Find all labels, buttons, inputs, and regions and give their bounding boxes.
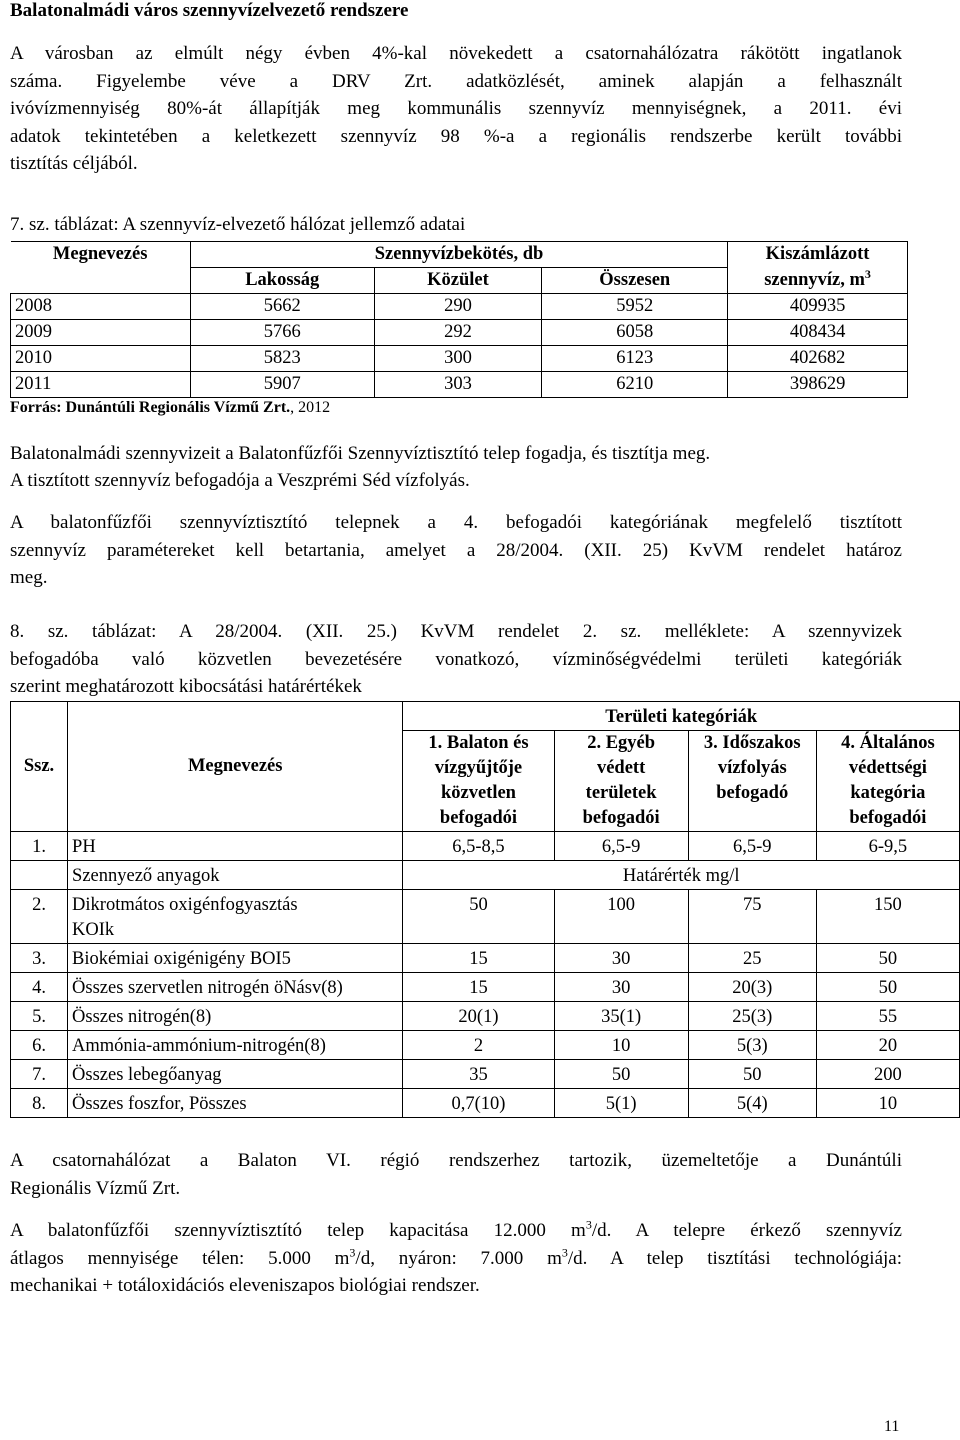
text-line (10, 1217, 902, 1245)
cell-name: Ammónia-ammónium-nitrogén(8) (68, 1031, 403, 1060)
table-row (11, 890, 960, 944)
cell-v4: 55 (816, 1002, 959, 1031)
cat-line: 3. Időszakos (703, 733, 801, 753)
cell-public: 300 (374, 346, 542, 372)
cell-name: Összes nitrogén(8) (68, 1002, 403, 1031)
cell-ssz: 2. (11, 890, 68, 944)
cell-v3: 5(4) (688, 1089, 816, 1118)
cell-v2: 10 (554, 1031, 688, 1060)
cell-name: PH (68, 832, 403, 861)
table-row (11, 832, 960, 861)
cell-pop: 5766 (190, 320, 374, 346)
name-line: KOIk (72, 920, 115, 940)
page-title: Balatonalmádi város szennyvízelvezető rendszere (10, 0, 409, 21)
cat-line: védett (596, 758, 646, 778)
text-line: A balatonfűzfői szennyvíztisztító telepnek a 4. befogadói kategóriának megfelelő tisztított (10, 512, 902, 533)
cell-name: Szennyező anyagok (68, 861, 403, 890)
cat-line: befogadói (582, 808, 660, 828)
table-row (11, 346, 908, 372)
cell-ssz: 5. (11, 1002, 68, 1031)
cell-billed: 408434 (728, 320, 908, 346)
cell-v2: 30 (554, 944, 688, 973)
cell-ssz: 1. (11, 832, 68, 861)
table-row (11, 861, 960, 890)
cat-line: 2. Egyéb (587, 733, 656, 753)
cell-v1: 50 (403, 890, 554, 944)
cell-year: 2008 (11, 294, 191, 320)
table7-header-billed-1: Kiszámlázott (728, 242, 908, 268)
table7-header-total: Összesen (542, 268, 728, 294)
text-line: A városban az elmúlt négy évben 4%-kal növekedett a csatornahálózatra rákötött ingatlanok (10, 43, 902, 64)
cell-total: 6210 (542, 372, 728, 398)
text-line: szennyvíz paramétereket kell betartania, amelyet a 28/2004. (XII. 25) KvVM rendelet határoz (10, 539, 902, 561)
cell-year: 2009 (11, 320, 191, 346)
capacity-text: A balatonfűzfői szennyvíztisztító telep kapacitása 12.000 m (10, 1220, 586, 1241)
unit-sup: 3 (349, 1245, 356, 1260)
cell-public: 292 (374, 320, 542, 346)
technology-text: /d. A telep tisztítási technológiája: (567, 1247, 902, 1269)
cell-limit-label: Határérték mg/l (403, 861, 960, 890)
cat-line: területek (585, 783, 657, 803)
cell-total: 5952 (542, 294, 728, 320)
cell-v3: 6,5-9 (688, 832, 816, 861)
table8-header-cat3 (688, 731, 816, 832)
cat-line: kategória (850, 783, 926, 803)
cell-v2: 100 (554, 890, 688, 944)
table-row (11, 1002, 960, 1031)
caption-line: 8. sz. táblázat: A 28/2004. (XII. 25.) KvVM rendelet 2. sz. melléklete: A szennyvizek (10, 621, 902, 642)
text-line: ivóvízmennyiség 80%-át állapítják meg kommunális szennyvíz mennyiségnek, a 2011. évi (10, 98, 902, 119)
cell-ssz: 4. (11, 973, 68, 1002)
cell-ssz: 3. (11, 944, 68, 973)
cat-line: befogadói (439, 808, 518, 828)
capacity-text-end: /d. A telepre érkező szennyvíz (591, 1220, 902, 1241)
summer-text: /d, nyáron: 7.000 m (355, 1247, 562, 1269)
table8-header-ssz (11, 702, 68, 832)
cell-name: Összes szervetlen nitrogén öNásv(8) (68, 973, 403, 1002)
paragraph-requirements (10, 509, 902, 592)
cell-ssz: 8. (11, 1089, 68, 1118)
cell-v1: 2 (403, 1031, 554, 1060)
cell-v1: 35 (403, 1060, 554, 1089)
text-line: A csatornahálózat a Balaton VI. régió rendszerhez tartozik, üzemeltetője a Dunántúli (10, 1150, 902, 1171)
cat-line: 1. Balaton és (428, 733, 529, 753)
cell-year: 2010 (11, 346, 191, 372)
cell-v2: 5(1) (554, 1089, 688, 1118)
cell-v3: 50 (688, 1060, 816, 1089)
paragraph-treatment (10, 440, 902, 494)
text-line: tisztítás céljából. (10, 153, 138, 174)
cell-name (68, 890, 403, 944)
text-line: száma. Figyelembe véve a DRV Zrt. adatközlését, aminek alapján a felhasznált (10, 70, 902, 92)
table-row (11, 1089, 960, 1118)
name-label: Megnevezés (187, 756, 283, 776)
cell-pop: 5907 (190, 372, 374, 398)
cell-v1: 6,5-8,5 (403, 832, 554, 861)
winter-text: átlagos mennyisége télen: 5.000 m (10, 1247, 350, 1269)
cell-year: 2011 (11, 372, 191, 398)
cell-v2: 6,5-9 (554, 832, 688, 861)
cell-v4: 150 (816, 890, 959, 944)
cat-line: befogadó (716, 783, 789, 803)
cell-ssz: 6. (11, 1031, 68, 1060)
paragraph-capacity (10, 1217, 902, 1300)
table-row (11, 1031, 960, 1060)
cell-pop: 5823 (190, 346, 374, 372)
text-line: mechanikai + totáloxidációs eleveniszapos biológiai rendszer. (10, 1275, 480, 1296)
cell-v1: 15 (403, 973, 554, 1002)
cell-name: Összes foszfor, Pösszes (68, 1089, 403, 1118)
table-row (11, 973, 960, 1002)
table8-header-name (68, 702, 403, 832)
cell-total: 6058 (542, 320, 728, 346)
cat-line: védettségi (848, 758, 927, 778)
table-row (11, 320, 908, 346)
table7-header-billed-2 (728, 268, 908, 294)
cat-line: 4. Általános (841, 733, 935, 753)
table7-source (10, 399, 330, 417)
text-line: Regionális Vízmű Zrt. (10, 1177, 181, 1199)
table8-header-cat2 (554, 731, 688, 832)
table7-header-name: Megnevezés (11, 242, 191, 268)
source-year: , 2012 (290, 399, 331, 416)
text-line (10, 1245, 902, 1273)
cell-v1: 15 (403, 944, 554, 973)
table-row (11, 944, 960, 973)
cell-billed: 398629 (728, 372, 908, 398)
caption-line: szerint meghatározott kibocsátási határértékek (10, 676, 362, 697)
name-line: Dikrotmátos oxigénfogyasztás (72, 895, 298, 915)
billed-unit: szennyvíz, m (764, 269, 865, 290)
table7-header-group: Szennyvízbekötés, db (190, 242, 727, 268)
table7-header-spacer (11, 268, 191, 294)
cell-billed: 409935 (728, 294, 908, 320)
cell-v3: 25(3) (688, 1002, 816, 1031)
table8-header-area: Területi kategóriák (403, 702, 960, 731)
billed-unit-sup: 3 (864, 266, 871, 281)
table-row (11, 372, 908, 398)
cell-v4: 50 (816, 973, 959, 1002)
caption-line: befogadóba való közvetlen bevezetésére vonatkozó, vízminőségvédelmi területi kategóriák (10, 648, 902, 670)
cell-billed: 402682 (728, 346, 908, 372)
cell-v3: 5(3) (688, 1031, 816, 1060)
table7-header-public: Közület (374, 268, 542, 294)
cell-v4: 10 (816, 1089, 959, 1118)
text-line: Balatonalmádi szennyvizeit a Balatonfűzfői Szennyvíztisztító telep fogadja, és tisztítja meg. (10, 443, 711, 464)
cell-name: Biokémiai oxigénigény BOI5 (68, 944, 403, 973)
table7 (10, 241, 908, 398)
cell-v2: 35(1) (554, 1002, 688, 1031)
table-row (11, 294, 908, 320)
intro-paragraph (10, 40, 902, 178)
cell-v3: 75 (688, 890, 816, 944)
page-number: 11 (884, 1418, 900, 1435)
cat-line: közvetlen (440, 783, 516, 803)
cell-v2: 30 (554, 973, 688, 1002)
cell-v3: 25 (688, 944, 816, 973)
text-line: A tisztított szennyvíz befogadója a Veszprémi Séd vízfolyás. (10, 470, 470, 491)
table7-caption: 7. sz. táblázat: A szennyvíz-elvezető hálózat jellemző adatai (10, 214, 466, 235)
table8 (10, 701, 960, 1118)
text-line: adatok tekintetében a keletkezett szennyvíz 98 %-a a regionális rendszerbe került további (10, 125, 902, 147)
table8-caption (10, 618, 902, 701)
cell-public: 290 (374, 294, 542, 320)
ssz-label: Ssz. (23, 756, 55, 776)
cell-pop: 5662 (190, 294, 374, 320)
cell-v1: 20(1) (403, 1002, 554, 1031)
cell-v4: 200 (816, 1060, 959, 1089)
table8-header-cat4 (816, 731, 959, 832)
cell-v3: 20(3) (688, 973, 816, 1002)
table7-header-pop: Lakosság (190, 268, 374, 294)
unit-sup: 3 (585, 1217, 592, 1232)
cell-public: 303 (374, 372, 542, 398)
cat-line: befogadói (849, 808, 927, 828)
paragraph-network (10, 1147, 902, 1202)
cell-v4: 6-9,5 (816, 832, 959, 861)
cell-v4: 20 (816, 1031, 959, 1060)
cell-v2: 50 (554, 1060, 688, 1089)
cat-line: vízgyűjtője (434, 758, 523, 778)
cell-ssz: 7. (11, 1060, 68, 1089)
cell-v1: 0,7(10) (403, 1089, 554, 1118)
cat-line: vízfolyás (717, 758, 787, 778)
source-label: Forrás: Dunántúli Regionális Vízmű Zrt. (10, 399, 291, 416)
table8-header-cat1 (403, 731, 554, 832)
cell-v4: 50 (816, 944, 959, 973)
unit-sup: 3 (561, 1245, 568, 1260)
cell-ssz (11, 861, 68, 890)
cell-name: Összes lebegőanyag (68, 1060, 403, 1089)
text-line: meg. (10, 567, 48, 588)
table-row (11, 1060, 960, 1089)
cell-total: 6123 (542, 346, 728, 372)
